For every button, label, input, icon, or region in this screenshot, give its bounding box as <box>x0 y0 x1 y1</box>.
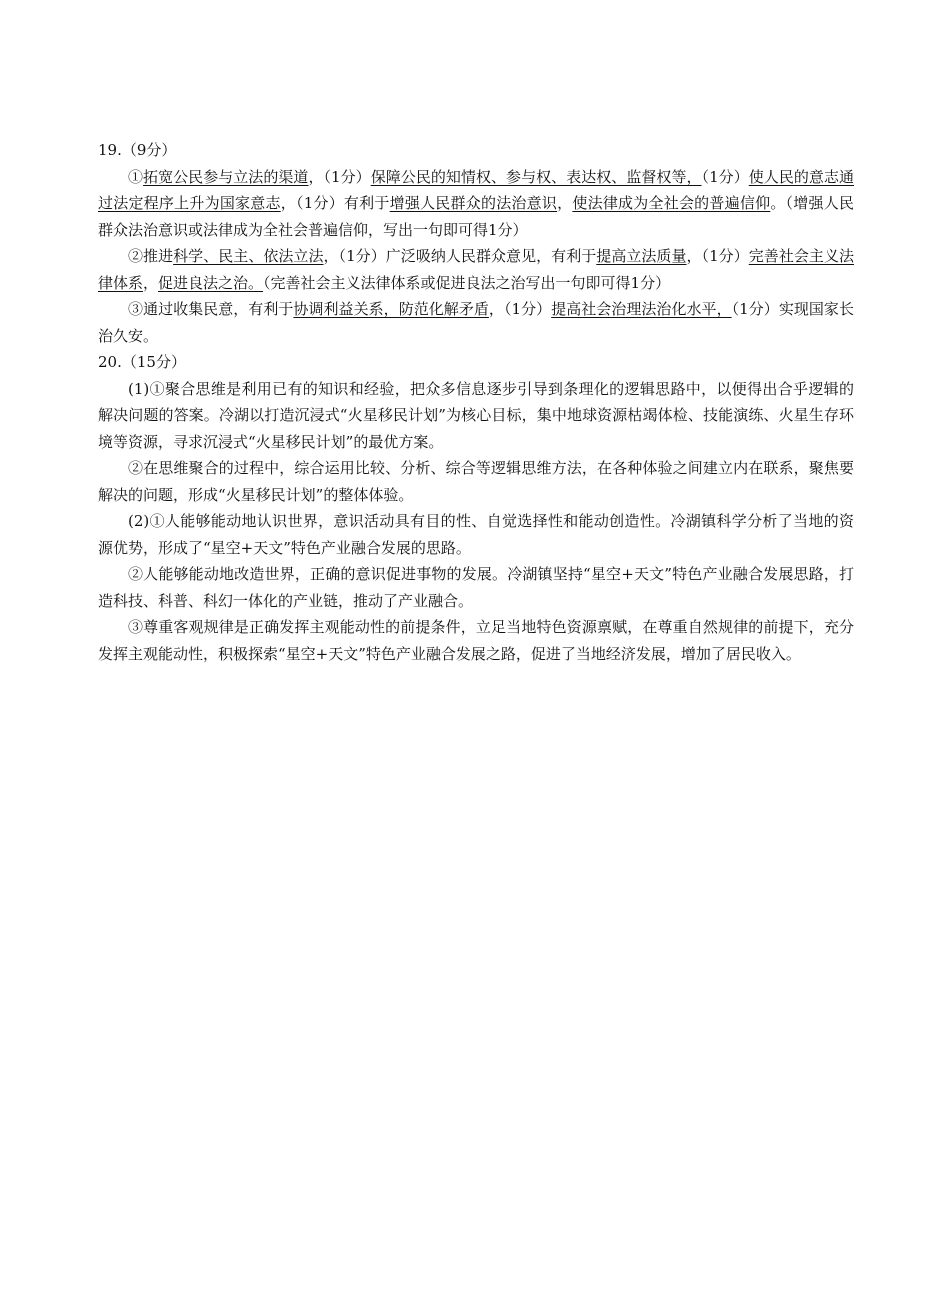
answer-text: ②在思维聚合的过程中，综合运用比较、分析、综合等逻辑思维方法，在各种体验之间建立内在联系，聚焦要解决的问题，形成“火星移民计划”的整体体验。 <box>98 459 854 504</box>
question-20-part1-point-1 <box>98 376 854 456</box>
key-point-text: 提高立法质量 <box>596 247 687 265</box>
answer-text: ，（1分） <box>308 167 371 186</box>
key-point-text: 协调利益关系，防范化解矛盾 <box>293 300 489 318</box>
question-20-title: 20.（15分） <box>98 353 186 371</box>
answer-text: (2)①人能够能动地认识世界，意识活动具有目的性、自觉选择性和能动创造性。冷湖镇科学分析了当地的资源优势，形成了“星空+天文”特色产业融合发展的思路。 <box>98 512 854 557</box>
key-point-text: 促进良法之治。 <box>158 273 264 292</box>
answer-text: ②推进 <box>128 247 174 265</box>
key-point-text: 提高社会治理法治化水平， <box>551 300 732 318</box>
answer-document <box>98 137 854 667</box>
answer-text: ②人能够能动地改造世界，正确的意识促进事物的发展。冷湖镇坚持“星空+天文”特色产业融合发展思路，打造科技、科普、科幻一体化的产业链，推动了产业融合。 <box>98 565 854 610</box>
answer-text: ，（1分） <box>686 247 749 265</box>
key-point-text: 使法律成为全社会的普遍信仰 <box>572 194 771 212</box>
answer-text: （完善社会主义法律体系或促进良法之治写出一句即可得1分） <box>263 273 671 292</box>
answer-text: ， <box>143 273 159 292</box>
question-20-part2-point-2 <box>98 561 854 614</box>
answer-text: ， <box>557 194 573 212</box>
question-19-point-2 <box>98 243 854 296</box>
answer-text: 。（增强人民群众法治意识或法律成为全社会普遍信仰，写出一句即可得1分） <box>98 194 854 239</box>
answer-text: ，（1分）有利于 <box>280 194 390 212</box>
question-19-title: 19.（9分） <box>98 141 177 159</box>
answer-text: ① <box>128 167 144 186</box>
key-point-text: 完善社会主义法律体系 <box>98 247 854 292</box>
question-20-part1-point-2 <box>98 455 854 508</box>
question-20-part2-point-1 <box>98 508 854 561</box>
key-point-text: 增强人民群众的法治意识 <box>389 194 558 212</box>
key-point-text: 使人民的意志通过法定程序上升为国家意志 <box>98 167 854 212</box>
question-19-point-1 <box>98 164 854 244</box>
question-19 <box>98 137 854 349</box>
answer-text: (1)①聚合思维是利用已有的知识和经验，把众多信息逐步引导到条理化的逻辑思路中，以便得出合乎逻辑的解决问题的答案。冷湖以打造沉浸式“火星移民计划”为核心目标，集中地球资源枯竭体检、技能演练、火星生存环境等资源，寻求沉浸式“火星移民计划”的最优方案。 <box>98 379 854 451</box>
question-20-part2-point-3 <box>98 614 854 667</box>
answer-text: ，（1分） <box>488 300 552 318</box>
key-point-text: 科学、民主、依法立法 <box>173 247 324 265</box>
key-point-text: 拓宽公民参与立法的渠道 <box>143 167 309 186</box>
answer-text: ③通过收集民意，有利于 <box>128 300 294 318</box>
key-point-text: 保障公民的知情权、参与权、表达权、监督权等， <box>370 167 702 186</box>
answer-text: （1分） <box>701 167 749 186</box>
question-20 <box>98 349 854 667</box>
answer-text: ③尊重客观规律是正确发挥主观能动性的前提条件，立足当地特色资源禀赋，在尊重自然规律的前提下，充分发挥主观能动性，积极探索“星空+天文”特色产业融合发展之路，促进了当地经济发展，增加了居民收入。 <box>98 618 854 663</box>
answer-text: ，（1分）广泛吸纳人民群众意见，有利于 <box>323 247 597 265</box>
question-19-point-3 <box>98 296 854 349</box>
answer-text: （1分）实现国家长治久安。 <box>98 300 854 345</box>
